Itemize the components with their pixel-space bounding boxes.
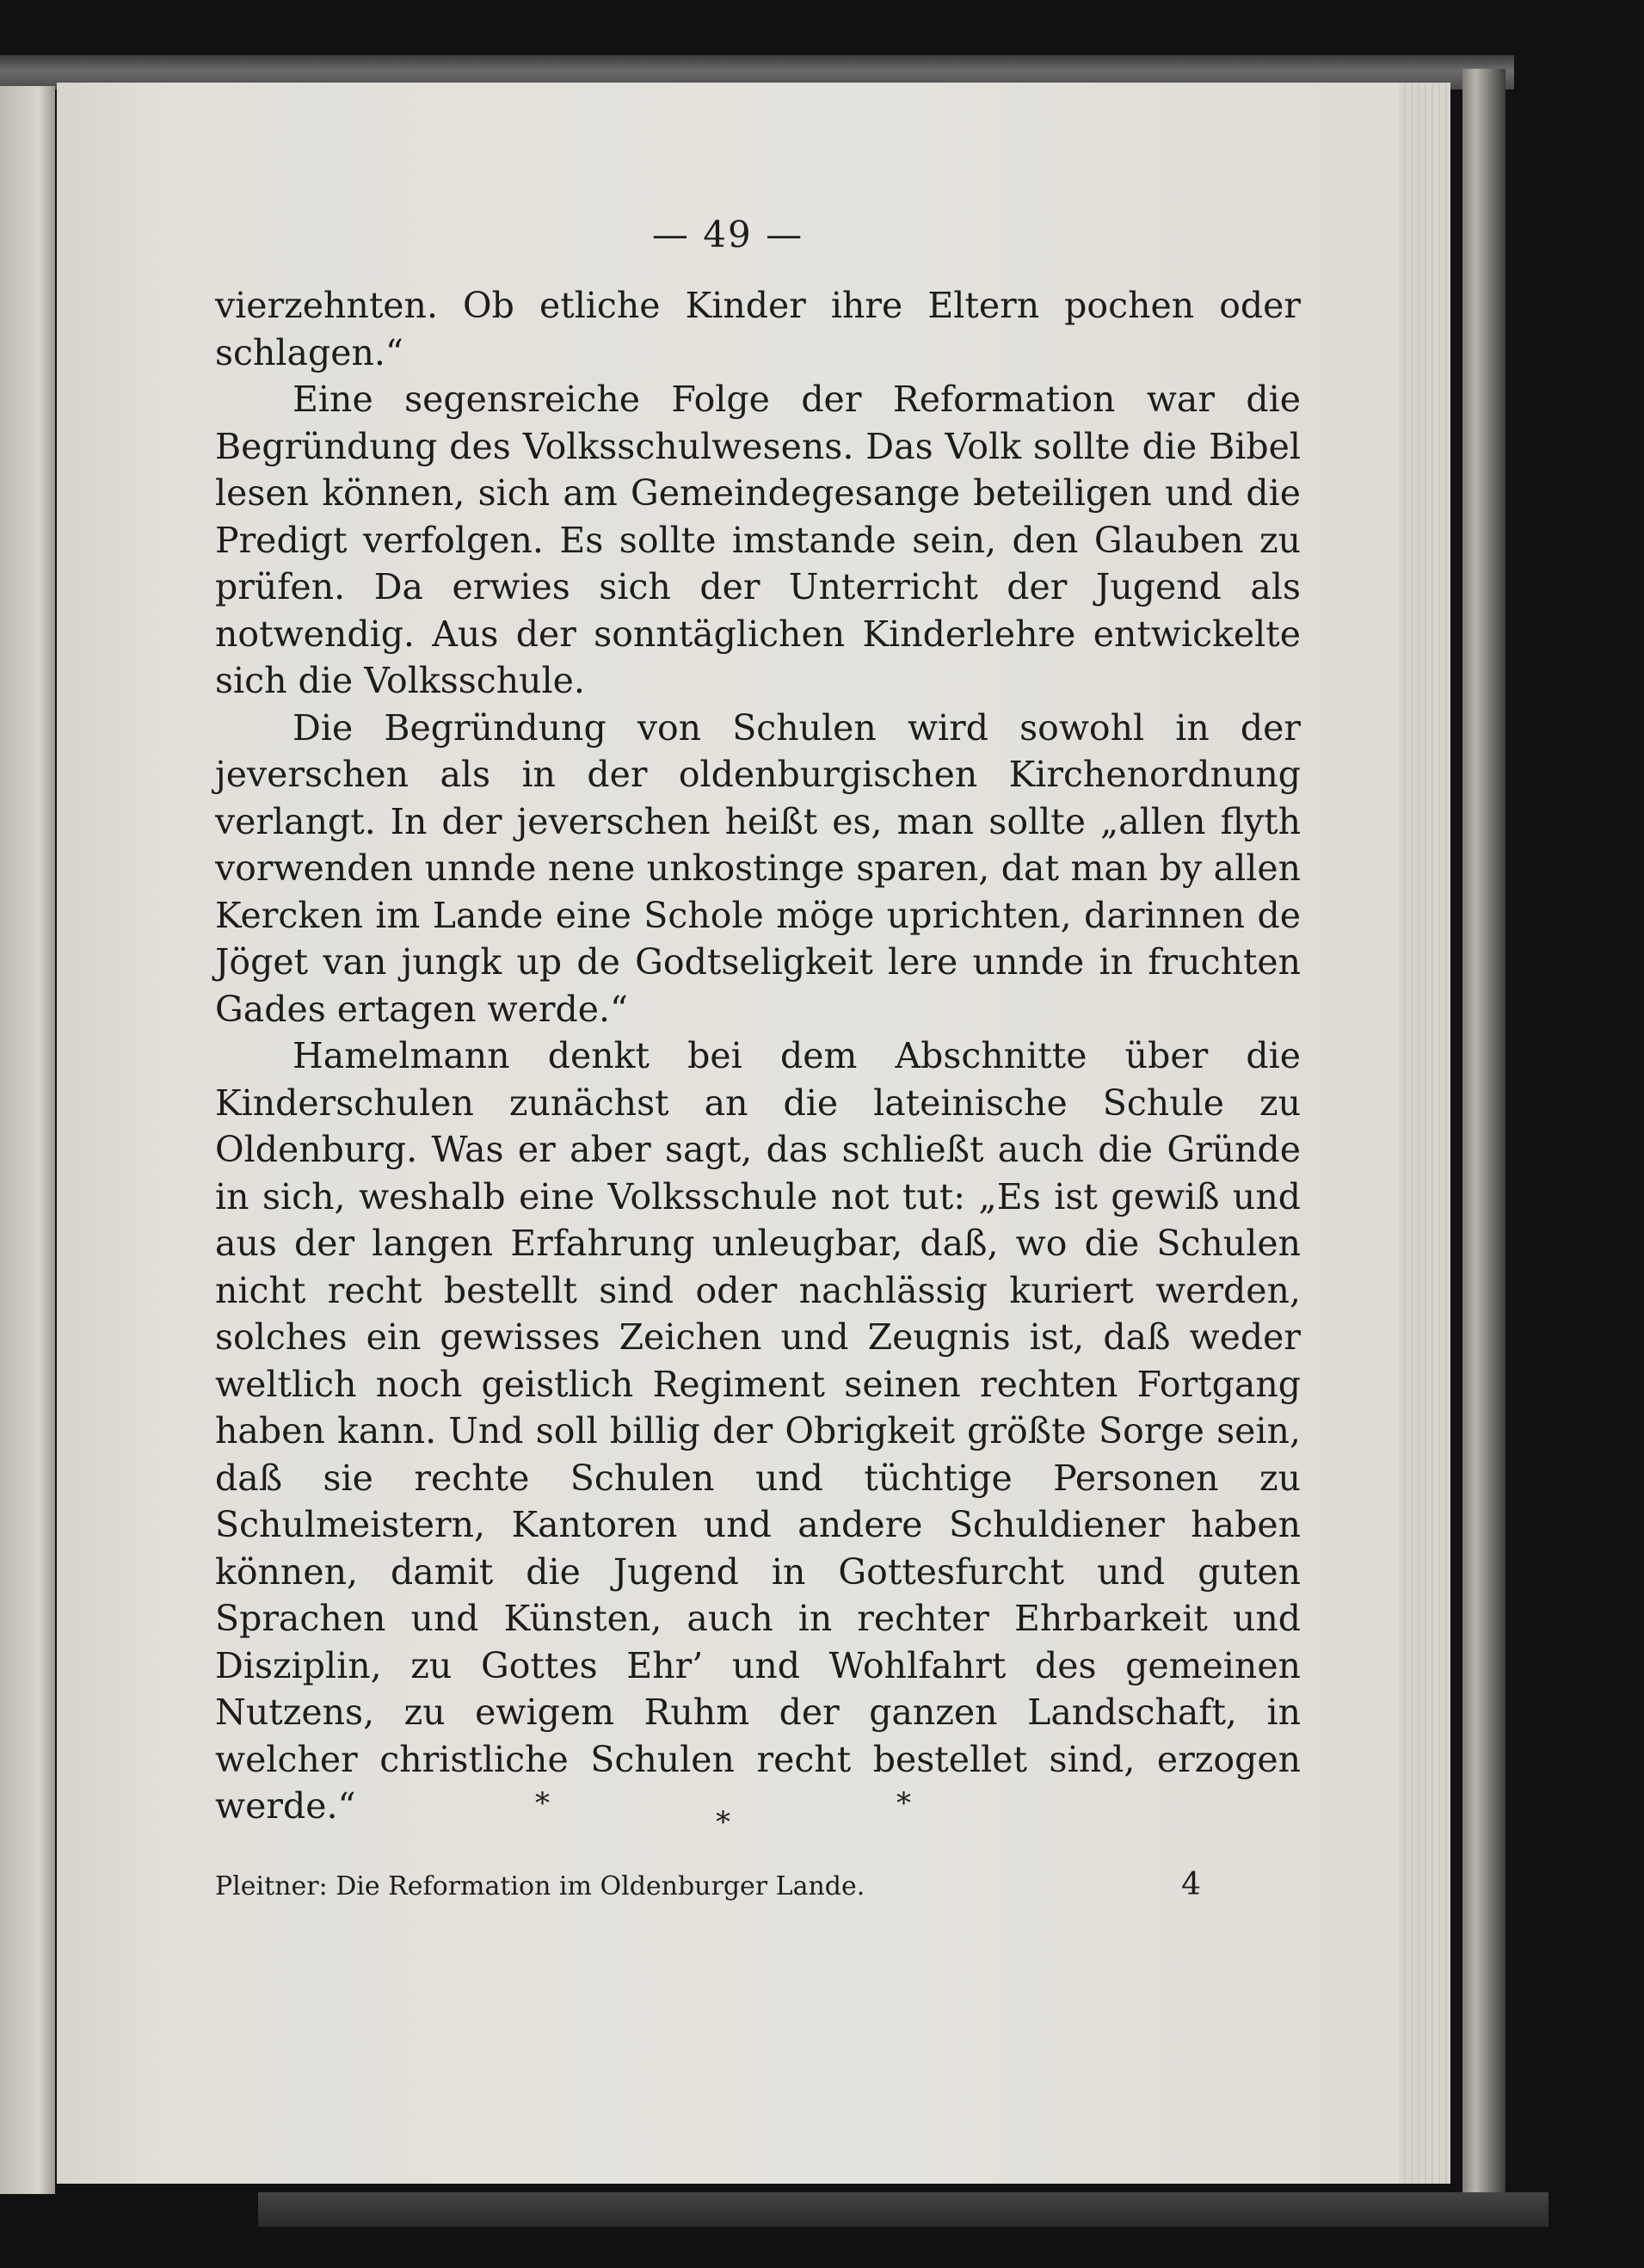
paragraph-4: Hamelmann denkt bei dem Abschnitte über die Kinderschulen zunächst an die lateinische Schule zu Oldenburg. Was er aber sagt, das schließt auch die Gründe in sich, weshalb eine Volksschule not tut: „Es ist gewiß und aus der langen Erfahrung unleugbar, daß, wo die Schulen nicht recht bestellt sind oder nachlässig kuriert werden, solches ein gewisses Zeichen und Zeugnis ist, daß weder weltlich noch geistlich Regiment seinen rechten Fortgang haben kann. Und soll billig der Obrigkeit größte Sorge sein, daß sie rechte Schulen und tüchtige Personen zu Schulmeistern, Kantoren und andere Schuldiener haben können, damit die Jugend in Gottesfurcht und guten Sprachen und Künsten, auch in rechter Ehrbarkeit und Disziplin, zu Gottes Ehr’ und Wohlfahrt des gemeinen Nutzens, zu ewigem Ruhm der ganzen Landschaft, in welcher christliche Schulen recht bestellet sind, erzogen werde.“ [215,1035,1301,1827]
page-footer [215,1867,1201,1902]
separator-asterisk: * [535,1786,550,1821]
paragraph-3: Die Begründung von Schulen wird sowohl in der jeverschen als in der oldenburgischen Kirchenordnung verlangt. In der jeverschen heißt es, man sollte „allen flyth vorwenden unnde nene unkostinge sparen, dat man by allen Kercken im Lande eine Schole möge uprichten, darinnen de Jöget van jungk up de Godtseligkeit lere unnde in fruchten Gades ertagen werde.“ [215,706,1301,1030]
page-stack-edge [1399,83,1450,2184]
book-bottom-edge [258,2192,1549,2227]
facing-page-edge [0,86,55,2194]
signature-line: Pleitner: Die Reformation im Oldenburger Lande. [215,1871,865,1901]
separator-asterisk: * [716,1805,730,1840]
paragraph-2: Eine segensreiche Folge der Reformation war die Begründung des Volksschulwesens. Das Volk sollte die Bibel lesen können, sich am Gemeindegesange beteiligen und die Predigt verfolgen. Es sollte imstande sein, den Glauben zu prüfen. Da erwies sich der Unterricht der Jugend als notwendig. Aus der sonntäglichen Kinderlehre entwickelte sich die Volksschule. [215,379,1301,701]
section-separator [57,1786,1399,1838]
body-text [215,282,1301,1830]
page-number-header: — 49 — [651,213,804,256]
paragraph-1: vierzehnten. Ob etliche Kinder ihre Eltern pochen oder schlagen.“ [215,285,1301,373]
book-page [57,83,1450,2184]
signature-mark: 4 [1181,1867,1201,1902]
separator-asterisk: * [896,1786,911,1821]
book-cover-edge [1462,69,1505,2203]
